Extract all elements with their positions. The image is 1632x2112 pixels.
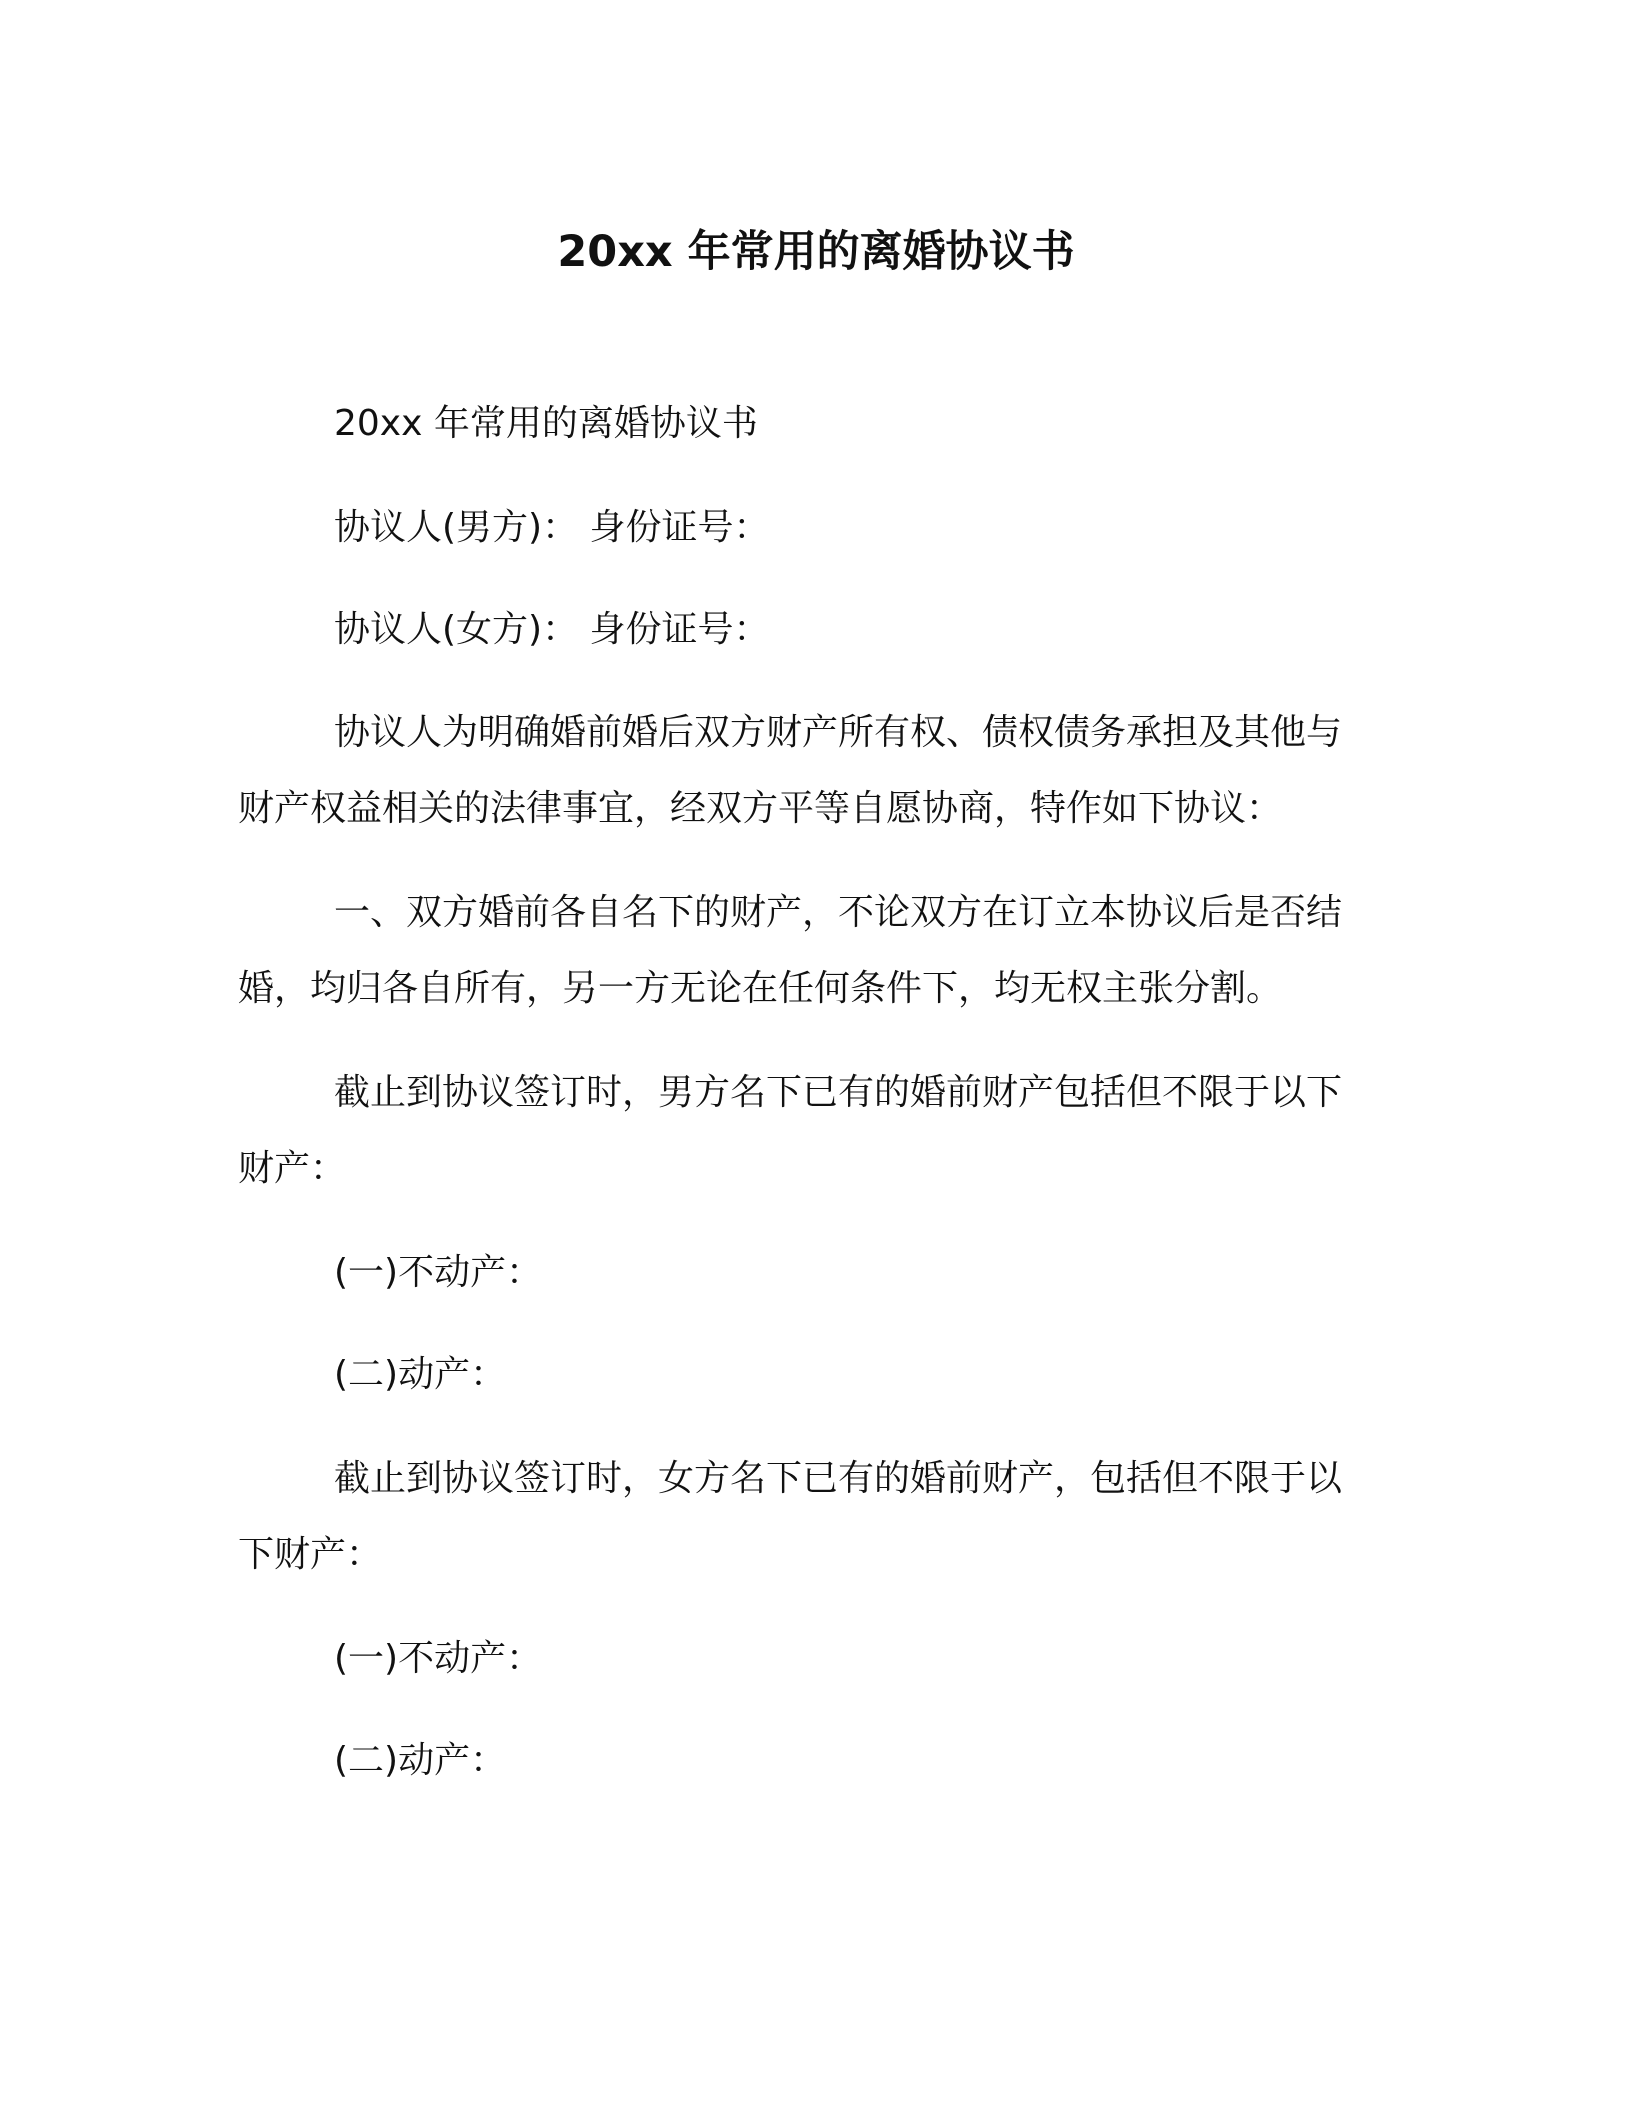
female-assets-line-1: 截止到协议签订时，女方名下已有的婚前财产，包括但不限于以 [334,1458,1343,1499]
male-real-estate-line: (一)不动产： [334,1252,543,1293]
clause-one-line-2: 婚，均归各自所有，另一方无论在任何条件下，均无权主张分割。 [238,968,1283,1009]
preamble-line-1: 协议人为明确婚前婚后双方财产所有权、债权债务承担及其他与 [334,712,1343,753]
male-assets-line-1: 截止到协议签订时，男方名下已有的婚前财产包括但不限于以下 [334,1072,1343,1113]
female-real-estate-line: (一)不动产： [334,1638,543,1679]
male-party-line: 协议人(男方)： 身份证号： [334,507,770,548]
male-movable-property-line: (二)动产： [334,1354,507,1395]
document-title: 20xx 年常用的离婚协议书 [557,227,1075,277]
preamble-line-2: 财产权益相关的法律事宜，经双方平等自愿协商，特作如下协议： [238,788,1283,829]
male-assets-line-2: 财产： [238,1148,347,1189]
subtitle-line: 20xx 年常用的离婚协议书 [334,403,758,444]
female-movable-property-line: (二)动产： [334,1740,507,1781]
female-party-line: 协议人(女方)： 身份证号： [334,609,770,650]
female-assets-line-2: 下财产： [238,1534,383,1575]
clause-one-line-1: 一、双方婚前各自名下的财产，不论双方在订立本协议后是否结 [334,892,1343,933]
